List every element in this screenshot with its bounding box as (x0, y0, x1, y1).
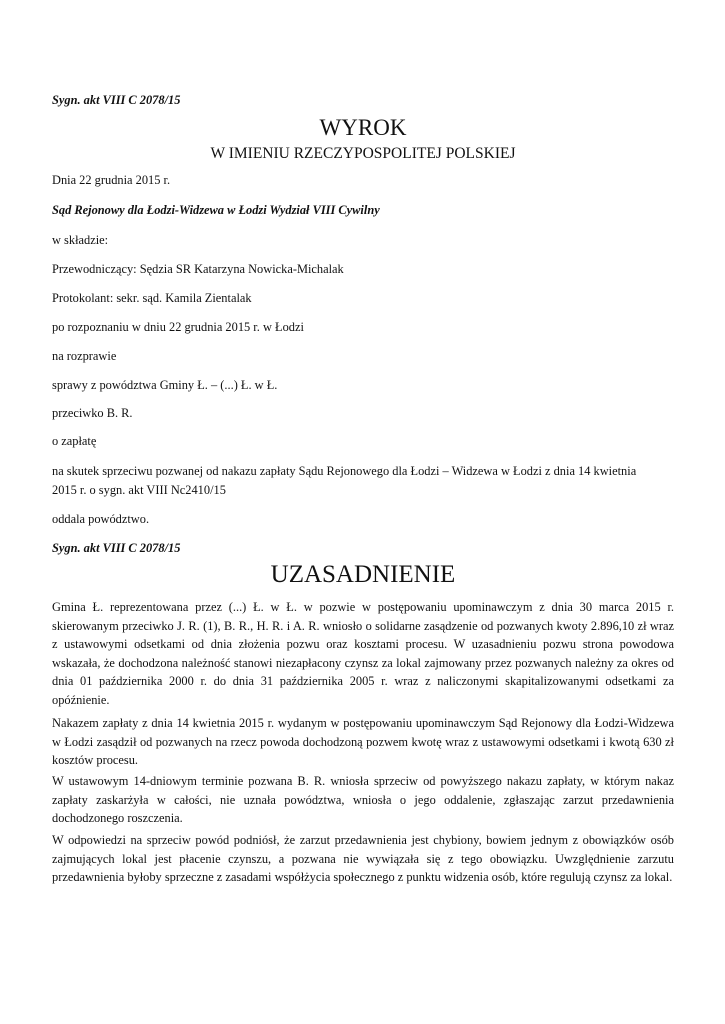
composition-label: w składzie: (52, 233, 109, 247)
court-clerk: Protokolant: sekr. sąd. Kamila Zientalak (52, 291, 252, 305)
justification-paragraph-2: Nakazem zapłaty z dnia 14 kwietnia 2015 r. wydanym w postępowaniu upominawczym Sąd Rejonowy dla Łodzi-Widzewa w Łodzi zasądził od pozwanych na rzecz powoda dochodzoną pozwem kwotę wraz z ustawowymi odsetkami i kwotą 630 zł kosztów procesu. (52, 716, 674, 767)
justification-paragraph-1: Gmina Ł. reprezentowana przez (...) Ł. w Ł. w pozwie w postępowaniu upominawczym z dnia 30 marca 2015 r. skierowanym przeciwko J. R. (1), B. R., H. R. i A. R. wniosło o solidarne zasądzenie od pozwanych kwoty 2.896,10 zł wraz z ustawowymi odsetkami od dnia złożenia pozwu oraz kosztami procesu. W uzasadnieniu pozwu strona powodowa wskazała, że dochodzona należność stanowi niezapłacony czynsz za lokal zajmowany przez pozwanych należny za okres od dnia 01 października 2000 r. do dnia 31 października 2005 r. wraz z naliczonymi skapitalizowanymi odsetkami za opóźnienie. (52, 600, 674, 707)
justification-paragraph-4: W odpowiedzi na sprzeciw powód podniósł, że zarzut przedawnienia jest chybiony, bowiem jednym z obowiązków osób zajmujących lokal jest płacenie czynszu, a pozwana nie wywiązała się z tego obowiązku. Uwzględnienie zarzutu przedawnienia byłoby sprzeczne z zasadami współżycia społecznego z punktu widzenia osób, które regulują czynsz za lokal. (52, 833, 674, 884)
hearing-date: po rozpoznaniu w dniu 22 grudnia 2015 r. w Łodzi (52, 320, 304, 334)
judgment-title: WYROK (319, 115, 407, 140)
trial-label: na rozprawie (52, 349, 117, 363)
justification-title: UZASADNIENIE (270, 561, 456, 588)
case-subject: o zapłatę (52, 434, 97, 448)
judgment-subtitle: W IMIENIU RZECZYPOSPOLITEJ POLSKIEJ (210, 145, 516, 162)
case-reference: Sygn. akt VIII C 2078/15 (52, 93, 181, 107)
presiding-judge: Przewodniczący: Sędzia SR Katarzyna Nowicka-Michalak (52, 262, 344, 276)
judgment-date: Dnia 22 grudnia 2015 r. (52, 173, 171, 187)
objection-text-line-1: na skutek sprzeciwu pozwanej od nakazu zapłaty Sądu Rejonowego dla Łodzi – Widzewa w Łodzi z dnia 14 kwietnia (52, 464, 637, 478)
justification-paragraph-3: W ustawowym 14-dniowym terminie pozwana B. R. wniosła sprzeciw od powyższego nakazu zapłaty, w którym nakaz zapłaty zaskarżyła w całości, nie uznała powództwa, wniosła o jego oddalenie, zgłaszając zarzut przedawnienia dochodzonego roszczenia. (52, 774, 674, 825)
defendant: przeciwko B. R. (52, 406, 133, 420)
objection-text-line-2: 2015 r. o sygn. akt VIII Nc2410/15 (52, 483, 226, 497)
plaintiff: sprawy z powództwa Gminy Ł. – (...) Ł. w Ł. (52, 378, 278, 392)
verdict: oddala powództwo. (52, 512, 150, 526)
case-reference-second: Sygn. akt VIII C 2078/15 (52, 541, 181, 555)
court-name: Sąd Rejonowy dla Łodzi-Widzewa w Łodzi Wydział VIII Cywilny (52, 203, 380, 217)
